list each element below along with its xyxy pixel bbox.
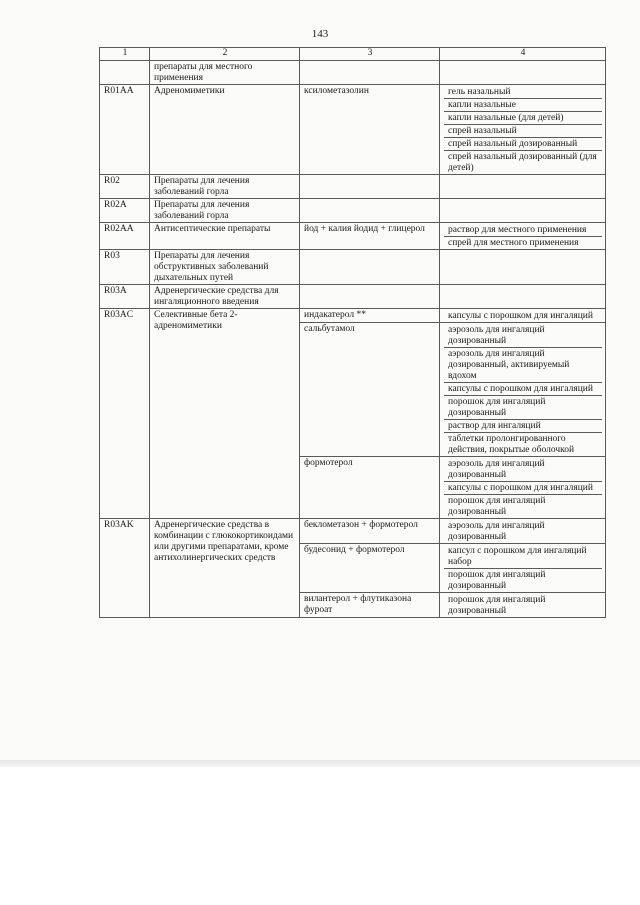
dosage-form: таблетки пролонгированного действия, покрытые оболочкой	[444, 432, 602, 456]
header-col-3: 3	[300, 48, 440, 61]
dosage-form: капли назальные (для детей)	[444, 111, 602, 124]
dosage-form: порошок для ингаляций дозированный	[444, 568, 602, 592]
header-col-4: 4	[440, 48, 606, 61]
dosage-forms-cell	[440, 519, 606, 544]
table-row	[100, 309, 606, 323]
page-number: 143	[311, 28, 329, 40]
group-name-cell: Антисептические препараты	[150, 223, 300, 250]
dosage-forms-cell	[440, 250, 606, 285]
drug-name-cell	[300, 250, 440, 285]
dosage-form: спрей для местного применения	[444, 236, 602, 249]
drug-name-cell	[300, 285, 440, 309]
dosage-form: спрей назальный дозированный (для детей)	[444, 150, 602, 174]
table-row	[100, 285, 606, 309]
drug-name-cell: ксилометазолин	[300, 85, 440, 175]
group-name-cell: Селективные бета 2-адреномиметики	[150, 309, 300, 519]
dosage-form: раствор для местного применения	[448, 225, 587, 235]
dosage-form: капсулы с порошком для ингаляций	[444, 382, 602, 395]
group-name-cell: Адреномиметики	[150, 85, 300, 175]
dosage-form: спрей назальный	[444, 124, 602, 137]
drug-table	[99, 47, 606, 618]
dosage-form	[444, 200, 602, 201]
atc-code-cell: R01AA	[100, 85, 150, 175]
dosage-form: раствор для ингаляций	[444, 419, 602, 432]
drug-name-cell: индакатерол **	[300, 309, 440, 323]
dosage-form: капсул с порошком для ингаляций набор	[448, 546, 587, 567]
atc-code-cell: R03AC	[100, 309, 150, 519]
group-name-cell: препараты для местного применения	[150, 61, 300, 85]
dosage-forms-cell	[440, 457, 606, 519]
group-name-cell: Препараты для лечения заболеваний горла	[150, 199, 300, 223]
table-row	[100, 199, 606, 223]
group-name-cell: Адренергические средства в комбинации с глюкокортикоидами или другими препаратами, кроме антихолинергических средств	[150, 519, 300, 618]
drug-name-cell: йод + калия йодид + глицерол	[300, 223, 440, 250]
atc-code-cell	[100, 61, 150, 85]
table-row	[100, 223, 606, 250]
drug-name-cell: беклометазон + формотерол	[300, 519, 440, 544]
dosage-forms-cell	[440, 544, 606, 593]
header-row	[100, 48, 606, 61]
dosage-form: порошок для ингаляций дозированный	[444, 494, 602, 518]
dosage-form: аэрозоль для ингаляций дозированный	[448, 325, 545, 346]
dosage-form	[444, 286, 602, 287]
dosage-forms-cell	[440, 593, 606, 618]
dosage-form	[444, 62, 602, 63]
dosage-form: аэрозоль для ингаляций дозированный	[448, 459, 545, 480]
dosage-form: спрей назальный дозированный	[444, 137, 602, 150]
atc-code-cell: R02AA	[100, 223, 150, 250]
drug-name-cell	[300, 199, 440, 223]
dosage-form: капли назальные	[444, 98, 602, 111]
dosage-form: порошок для ингаляций дозированный	[448, 595, 546, 616]
drug-name-cell: сальбутамол	[300, 323, 440, 457]
dosage-form: капсулы с порошком для ингаляций	[448, 311, 593, 321]
dosage-forms-cell	[440, 285, 606, 309]
table-body	[100, 61, 606, 618]
dosage-forms-cell	[440, 223, 606, 250]
table-row	[100, 85, 606, 175]
dosage-forms-cell	[440, 85, 606, 175]
dosage-form: капсулы с порошком для ингаляций	[444, 481, 602, 494]
atc-code-cell: R03AK	[100, 519, 150, 618]
dosage-forms-cell	[440, 309, 606, 323]
dosage-forms-cell	[440, 199, 606, 223]
dosage-forms-cell	[440, 175, 606, 199]
dosage-form: аэрозоль для ингаляций дозированный	[448, 521, 545, 542]
drug-name-cell	[300, 61, 440, 85]
dosage-form	[444, 251, 602, 252]
atc-code-cell: R02	[100, 175, 150, 199]
dosage-form: гель назальный	[448, 87, 511, 97]
table-row	[100, 250, 606, 285]
drug-name-cell: формотерол	[300, 457, 440, 519]
dosage-forms-cell	[440, 323, 606, 457]
atc-code-cell: R02A	[100, 199, 150, 223]
drug-name-cell	[300, 175, 440, 199]
group-name-cell: Адренергические средства для ингаляционного введения	[150, 285, 300, 309]
table-row	[100, 175, 606, 199]
dosage-forms-cell	[440, 61, 606, 85]
drug-name-cell: вилантерол + флутиказона фуроат	[300, 593, 440, 618]
scan-edge	[0, 760, 640, 767]
table-row	[100, 519, 606, 544]
dosage-form: аэрозоль для ингаляций дозированный, активируемый вдохом	[444, 347, 602, 382]
group-name-cell: Препараты для лечения обструктивных заболеваний дыхательных путей	[150, 250, 300, 285]
header-col-1: 1	[100, 48, 150, 61]
table-row	[100, 61, 606, 85]
atc-code-cell: R03A	[100, 285, 150, 309]
group-name-cell: Препараты для лечения заболеваний горла	[150, 175, 300, 199]
drug-name-cell: будесонид + формотерол	[300, 544, 440, 593]
dosage-form	[444, 176, 602, 177]
header-col-2: 2	[150, 48, 300, 61]
atc-code-cell: R03	[100, 250, 150, 285]
dosage-form: порошок для ингаляций дозированный	[444, 395, 602, 419]
